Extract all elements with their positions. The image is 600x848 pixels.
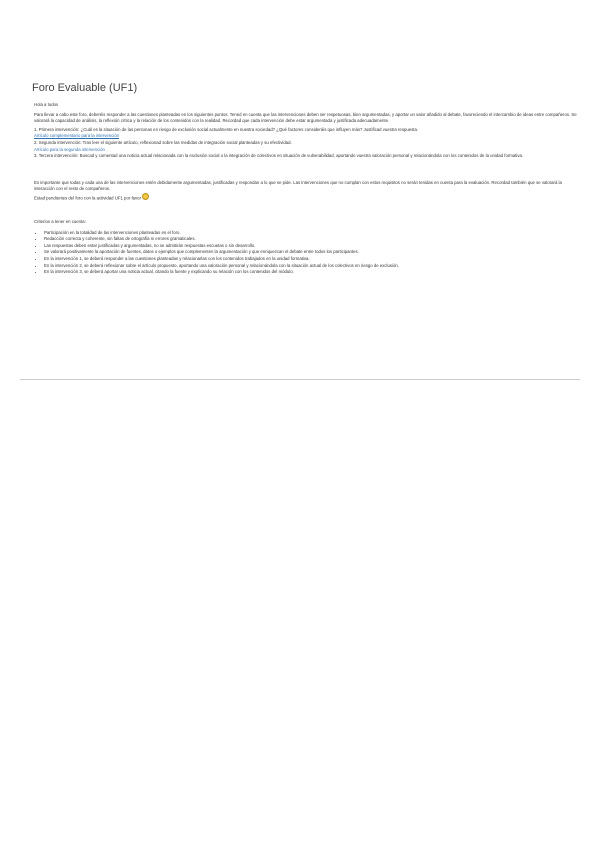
question-2: 2. Segunda intervención: Tras leer el siguiente artículo, reflexionad sobre las medidas de integración social planteadas y su efectividad. xyxy=(34,139,292,145)
article-link-1[interactable]: Artículo complementario para la intervención xyxy=(34,133,120,139)
list-item: • En la intervención 3, se deberá aportar una noticia actual, citando la fuente y explicando su relación con los contenidos del módulo. xyxy=(44,269,580,276)
list-item: • En la intervención 2, se deberá reflexionar sobre el artículo propuesto, aportando una valoración personal y relacionándola con la situación actual de los colectivos en riesgo de exclusión. xyxy=(44,263,580,270)
list-item: • Se valorará positivamente la aportación de fuentes, datos o ejemplos que complementen la argumentación y que enriquezcan el debate entre todos los participantes. xyxy=(44,249,580,256)
greeting: Hola a todos xyxy=(34,102,59,107)
tips-heading: Criterios a tener en cuenta: xyxy=(34,218,86,224)
final-note: Es importante que todas y cada una de las intervenciones estén debidamente argumentadas, justificadas y respondan a lo que se pide. Las intervenciones que no cumplan con estos requisitos no serán tenidas en cuenta para la evaluación. Recordad también que se valorará la interacción con el resto de compañeros. xyxy=(34,179,562,192)
list-item: • Las respuestas deben estar justificadas y argumentadas, no se admitirán respuestas escuetas o sin desarrollo. xyxy=(44,243,580,250)
list-item: • Participación en la totalidad de las intervenciones planteadas en el foro. xyxy=(44,230,580,237)
list-item: • En la intervención 1, se deberá responder a las cuestiones planteadas y relacionarlas con los contenidos trabajados en la unidad formativa. xyxy=(44,256,580,263)
list-item: • Redacción correcta y coherente, sin faltas de ortografía ni errores gramaticales. xyxy=(44,236,580,243)
intro-text: Para llevar a cabo este foro, deberéis responder a las cuestiones planteadas en los siguientes puntos. Tened en cuenta que las intervenciones deben ser respetuosas, bien argumentadas, y aportar un valor añadido al debate, favoreciendo el intercambio de ideas entre compañeros. Se valorará la capacidad de análisis, la reflexión crítica y la relación de los contenidos con la realidad. Recordad que cada intervención debe estar argumentada y justificada adecuadamente. xyxy=(34,111,577,124)
question-3: 3. Tercera intervención: Buscad y comentad una noticia actual relacionada con la exclusión social o la integración de colectivos en situación de vulnerabilidad, aportando vuestra valoración personal y relacionándola con los contenidos de la unidad formativa. xyxy=(34,153,524,159)
goodbye-text: Estad pendientes del foro con la actividad UF1 por favor xyxy=(34,193,580,202)
bottom-divider xyxy=(20,379,580,380)
forum-title: Foro Evaluable (UF1) xyxy=(32,82,138,94)
tips-list xyxy=(34,230,580,276)
forum-page xyxy=(20,82,580,276)
smile-emoji-icon xyxy=(142,193,149,200)
forum-content xyxy=(20,102,580,276)
question-1: 1. Primera intervención: ¿Cuál es la situación de las personas en riesgo de exclusión social actualmente en nuestra sociedad? ¿Qué factores consideráis que influyen más? Justificad vuestra respuesta. xyxy=(34,126,419,132)
article-link-2[interactable]: Artículo para la segunda intervención xyxy=(34,146,105,152)
